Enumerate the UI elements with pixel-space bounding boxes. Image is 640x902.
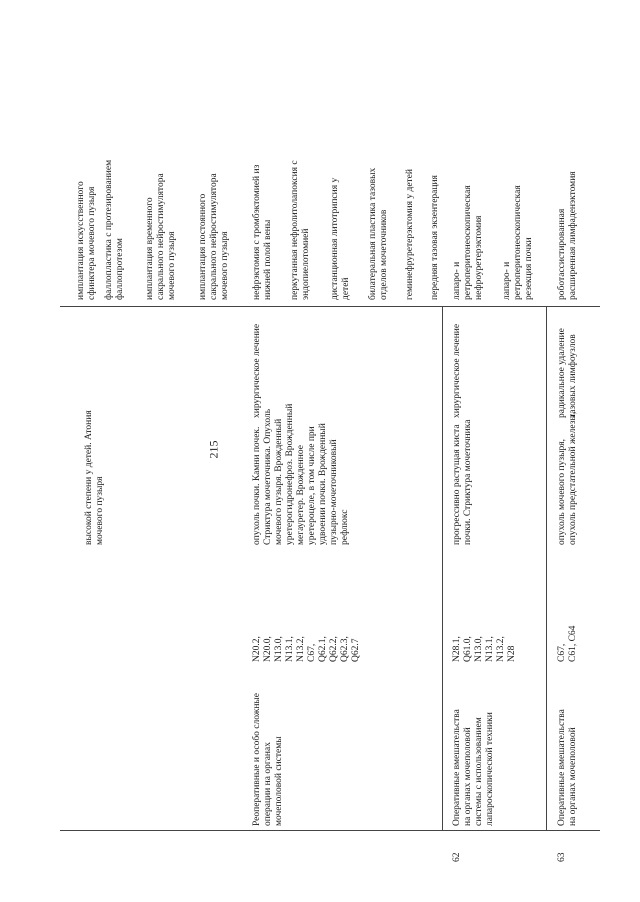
continuation-diagnosis: высокой степени у детей. Атония мочевого пузыря <box>84 410 105 545</box>
row-61b-method-1: нефрэктомия с тромбэктомией из нижней полой вены <box>252 164 273 300</box>
row-62-diagnosis: прогрессивно растущая киста почки. Стриктура мочеточника <box>452 419 473 545</box>
continuation-method-3: имплантация временного сакрального нейростимулятора мочевого пузыря <box>145 173 177 300</box>
row-62-method-2: лапаро- и ретроперитонеоскопическая резекция почки <box>502 185 534 300</box>
row-63-method-1: роботассистированная расширенная лимфаденэктомия <box>557 171 578 300</box>
row-63-number: 63 <box>557 852 567 862</box>
row-61b-method-4: билатеральная пластика тазовых отделов мочеточников <box>368 167 389 300</box>
row-61b-method-6: передняя тазовая экзентерация <box>430 175 440 300</box>
row-62-codes: N28.1, Q61.0, N13.0, N13.1, N13.2, N28 <box>452 636 517 662</box>
row-62-name: Оперативные вмешательства на органах мочеполовой системы с использованием лапароскопической техники <box>452 709 495 826</box>
continuation-method-4: имплантация постоянного сакрального нейростимулятора мочевого пузыря <box>198 173 230 300</box>
row-line-62-63 <box>546 306 547 830</box>
row-61b-diagnosis: опухоль почки. Камни почек. Стриктура мочеточника. Опухоль мочевого пузыря. Врожденный уретерогидронефроз. Врожденный мегауретер. Врожденное уретероцеле, в том числе при удвоении почки. Врожденный пузырно-мочеточниковый рефлюкс <box>252 403 350 545</box>
row-61b-method-2: перкутанная нефролитолапоксия с эндопиелотомией <box>290 160 311 300</box>
row-61b-method-3: дистанционная литотрипсия у детей <box>330 177 351 300</box>
continuation-method-1: имплантация искусственного сфинктера мочевого пузыря <box>76 181 97 300</box>
row-62-number: 62 <box>452 852 462 862</box>
row-61b-method-5: геминефруретерэктомия у детей <box>405 169 415 300</box>
row-61b-treatment: хирургическое лечение <box>252 323 262 418</box>
row-61b-name: Реоперативные и особо сложные операции на органах мочеполовой системы <box>252 692 284 826</box>
continuation-method-2: фаллопластика с протезированием фаллопротезом <box>104 159 125 300</box>
page-number: 215 <box>206 440 221 459</box>
row-divider-top <box>60 830 600 831</box>
row-62-treatment: хирургическое лечение <box>452 323 462 418</box>
row-63-codes: C67, C61, C64 <box>557 625 578 662</box>
row-line-61-62 <box>442 306 443 830</box>
row-divider-62 <box>60 306 600 307</box>
row-63-name: Оперативные вмешательства на органах мочеполовой <box>557 709 578 826</box>
row-63-treatment: радикальное удаление тазовых лимфоузлов <box>557 328 578 418</box>
row-63-diagnosis: опухоль мочевого пузыря, опухоль предстательной железы, <box>557 411 578 545</box>
row-62-method-1: лапаро- и ретроперитонеоскопическая нефроуретерэктомия <box>452 185 484 300</box>
row-61b-codes: N20.2, N20.0, N13.0, N13.1, N13.2, C67, Q62.1, Q62.2, Q62.3, Q62.7 <box>252 636 361 662</box>
